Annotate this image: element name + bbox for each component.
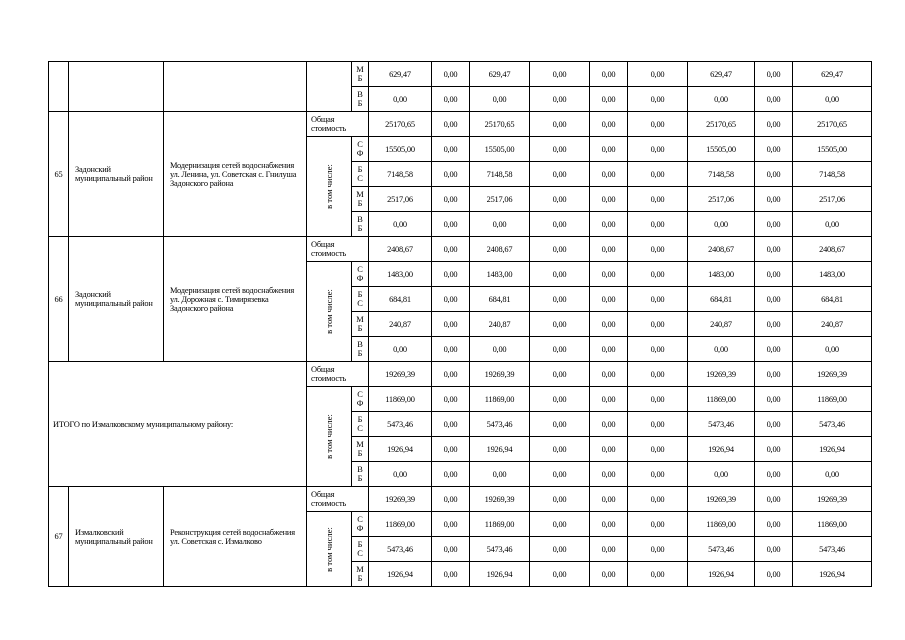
value-cell: 684,81 <box>470 287 530 312</box>
value-cell: 0,00 <box>590 287 628 312</box>
value-cell: 0,00 <box>590 62 628 87</box>
value-cell: 2408,67 <box>369 237 432 262</box>
district-total-row <box>49 362 872 387</box>
value-cell: 1483,00 <box>793 262 872 287</box>
value-cell: 7148,58 <box>793 162 872 187</box>
value-cell: 0,00 <box>432 187 470 212</box>
value-cell: 0,00 <box>590 237 628 262</box>
value-cell: 0,00 <box>755 387 793 412</box>
value-cell: 0,00 <box>755 312 793 337</box>
value-cell: 0,00 <box>432 537 470 562</box>
value-cell: 0,00 <box>432 137 470 162</box>
funding-source-code: М Б <box>352 562 369 587</box>
value-cell: 0,00 <box>432 362 470 387</box>
value-cell: 0,00 <box>530 562 590 587</box>
value-cell: 11869,00 <box>369 387 432 412</box>
value-cell: 0,00 <box>530 112 590 137</box>
funding-source-code: Б С <box>352 537 369 562</box>
value-cell: 25170,65 <box>688 112 755 137</box>
value-cell: 0,00 <box>755 362 793 387</box>
value-cell: 0,00 <box>590 412 628 437</box>
funding-source-code: В Б <box>352 87 369 112</box>
value-cell: 19269,39 <box>470 487 530 512</box>
funding-source-code: В Б <box>352 337 369 362</box>
value-cell: 0,00 <box>530 187 590 212</box>
funding-source-code: С Ф <box>352 387 369 412</box>
value-cell: 0,00 <box>432 87 470 112</box>
value-cell: 0,00 <box>628 137 688 162</box>
funding-source-code: М Б <box>352 437 369 462</box>
value-cell: 1483,00 <box>369 262 432 287</box>
value-cell: 684,81 <box>369 287 432 312</box>
object-name: Реконструкция сетей водоснабжения ул. Советская с. Измалково <box>164 487 307 587</box>
funding-source-code: В Б <box>352 212 369 237</box>
value-cell: 5473,46 <box>369 537 432 562</box>
row-number: 67 <box>49 487 69 587</box>
value-cell: 240,87 <box>793 312 872 337</box>
value-cell: 0,00 <box>432 162 470 187</box>
value-cell: 0,00 <box>793 87 872 112</box>
value-cell: 0,00 <box>628 112 688 137</box>
value-cell: 25170,65 <box>793 112 872 137</box>
value-cell: 0,00 <box>432 462 470 487</box>
row-number: 66 <box>49 237 69 362</box>
total-cost-label: Общая стоимость <box>307 237 369 262</box>
value-cell: 0,00 <box>628 562 688 587</box>
value-cell: 0,00 <box>590 137 628 162</box>
value-cell: 2517,06 <box>369 187 432 212</box>
value-cell: 7148,58 <box>369 162 432 187</box>
value-cell: 0,00 <box>793 462 872 487</box>
value-cell: 0,00 <box>369 337 432 362</box>
value-cell: 2408,67 <box>470 237 530 262</box>
value-cell: 0,00 <box>590 87 628 112</box>
including-label: в том числе: <box>323 526 334 572</box>
value-cell: 0,00 <box>530 387 590 412</box>
value-cell: 0,00 <box>590 437 628 462</box>
value-cell: 19269,39 <box>688 362 755 387</box>
value-cell: 0,00 <box>628 62 688 87</box>
funding-source-code: М Б <box>352 62 369 87</box>
district-name: Задонский муниципальный район <box>69 112 164 237</box>
value-cell: 0,00 <box>628 287 688 312</box>
value-cell: 2408,67 <box>793 237 872 262</box>
value-cell: 1926,94 <box>369 562 432 587</box>
funding-source-code: С Ф <box>352 137 369 162</box>
table-row <box>49 62 872 87</box>
value-cell: 1926,94 <box>470 562 530 587</box>
value-cell: 0,00 <box>628 162 688 187</box>
value-cell: 0,00 <box>590 487 628 512</box>
value-cell: 0,00 <box>530 87 590 112</box>
value-cell: 0,00 <box>628 412 688 437</box>
value-cell: 0,00 <box>628 212 688 237</box>
value-cell: 0,00 <box>755 487 793 512</box>
value-cell: 15505,00 <box>688 137 755 162</box>
funding-source-code: М Б <box>352 312 369 337</box>
object-cell <box>164 62 307 112</box>
value-cell: 0,00 <box>590 362 628 387</box>
value-cell: 2517,06 <box>793 187 872 212</box>
value-cell: 0,00 <box>432 412 470 437</box>
funding-source-code: В Б <box>352 462 369 487</box>
including-label: в том числе: <box>323 414 334 459</box>
value-cell: 0,00 <box>530 262 590 287</box>
funding-source-code: С Ф <box>352 262 369 287</box>
value-cell: 11869,00 <box>369 512 432 537</box>
value-cell: 0,00 <box>432 237 470 262</box>
value-cell: 0,00 <box>628 262 688 287</box>
value-cell: 0,00 <box>755 562 793 587</box>
value-cell: 0,00 <box>628 487 688 512</box>
value-cell: 0,00 <box>628 237 688 262</box>
value-cell: 0,00 <box>688 337 755 362</box>
value-cell: 0,00 <box>432 562 470 587</box>
value-cell: 5473,46 <box>470 537 530 562</box>
value-cell: 0,00 <box>628 337 688 362</box>
value-cell: 0,00 <box>755 462 793 487</box>
value-cell: 0,00 <box>530 462 590 487</box>
value-cell: 0,00 <box>628 312 688 337</box>
value-cell: 0,00 <box>369 462 432 487</box>
district-name: Измалковский муниципальный район <box>69 487 164 587</box>
value-cell: 7148,58 <box>688 162 755 187</box>
value-cell: 0,00 <box>628 537 688 562</box>
value-cell: 0,00 <box>432 62 470 87</box>
value-cell: 0,00 <box>369 212 432 237</box>
value-cell: 19269,39 <box>470 362 530 387</box>
value-cell: 0,00 <box>432 212 470 237</box>
value-cell: 629,47 <box>470 62 530 87</box>
funding-source-code: Б С <box>352 287 369 312</box>
district-name: Задонский муниципальный район <box>69 237 164 362</box>
value-cell: 0,00 <box>590 562 628 587</box>
value-cell: 7148,58 <box>470 162 530 187</box>
value-cell: 0,00 <box>755 137 793 162</box>
value-cell: 0,00 <box>530 212 590 237</box>
value-cell: 0,00 <box>530 487 590 512</box>
value-cell: 0,00 <box>530 412 590 437</box>
value-cell: 0,00 <box>755 112 793 137</box>
value-cell: 19269,39 <box>369 487 432 512</box>
value-cell: 240,87 <box>688 312 755 337</box>
value-cell: 0,00 <box>432 387 470 412</box>
value-cell: 0,00 <box>470 462 530 487</box>
value-cell: 0,00 <box>755 537 793 562</box>
project-total-row <box>49 237 872 262</box>
value-cell: 19269,39 <box>688 487 755 512</box>
value-cell: 0,00 <box>590 512 628 537</box>
value-cell: 0,00 <box>530 237 590 262</box>
value-cell: 19269,39 <box>369 362 432 387</box>
value-cell: 0,00 <box>755 212 793 237</box>
value-cell: 1926,94 <box>369 437 432 462</box>
value-cell: 11869,00 <box>793 387 872 412</box>
value-cell: 15505,00 <box>369 137 432 162</box>
value-cell: 0,00 <box>628 387 688 412</box>
value-cell: 0,00 <box>755 287 793 312</box>
value-cell: 0,00 <box>688 462 755 487</box>
including-label-cell <box>307 62 352 112</box>
funding-source-code: Б С <box>352 162 369 187</box>
value-cell: 5473,46 <box>793 537 872 562</box>
value-cell: 2517,06 <box>688 187 755 212</box>
value-cell: 15505,00 <box>470 137 530 162</box>
object-name: Модернизация сетей водоснабжения ул. Дорожная с. Тимирязевка Задонского района <box>164 237 307 362</box>
value-cell: 0,00 <box>793 212 872 237</box>
funding-source-code: С Ф <box>352 512 369 537</box>
value-cell: 1926,94 <box>793 437 872 462</box>
value-cell: 25170,65 <box>470 112 530 137</box>
value-cell: 0,00 <box>590 312 628 337</box>
value-cell: 0,00 <box>432 437 470 462</box>
value-cell: 0,00 <box>432 262 470 287</box>
value-cell: 0,00 <box>432 487 470 512</box>
row-number: 65 <box>49 112 69 237</box>
total-cost-label: Общая стоимость <box>307 487 369 512</box>
value-cell: 0,00 <box>530 137 590 162</box>
value-cell: 2408,67 <box>688 237 755 262</box>
value-cell: 5473,46 <box>369 412 432 437</box>
value-cell: 0,00 <box>628 362 688 387</box>
value-cell: 0,00 <box>470 337 530 362</box>
value-cell: 0,00 <box>755 412 793 437</box>
value-cell: 0,00 <box>628 512 688 537</box>
project-total-row <box>49 487 872 512</box>
value-cell: 0,00 <box>590 387 628 412</box>
value-cell: 19269,39 <box>793 487 872 512</box>
value-cell: 0,00 <box>755 262 793 287</box>
including-label-cell <box>307 387 352 487</box>
value-cell: 0,00 <box>628 87 688 112</box>
value-cell: 0,00 <box>530 312 590 337</box>
value-cell: 0,00 <box>432 112 470 137</box>
value-cell: 0,00 <box>755 512 793 537</box>
value-cell: 0,00 <box>470 87 530 112</box>
value-cell: 0,00 <box>530 337 590 362</box>
value-cell: 11869,00 <box>793 512 872 537</box>
district-cell <box>69 62 164 112</box>
including-label-cell <box>307 262 352 362</box>
value-cell: 629,47 <box>688 62 755 87</box>
value-cell: 0,00 <box>590 337 628 362</box>
cost-table <box>48 61 872 587</box>
value-cell: 1926,94 <box>470 437 530 462</box>
value-cell: 240,87 <box>470 312 530 337</box>
value-cell: 5473,46 <box>470 412 530 437</box>
value-cell: 0,00 <box>755 237 793 262</box>
including-label-cell <box>307 137 352 237</box>
funding-source-code: М Б <box>352 187 369 212</box>
including-label: в том числе: <box>323 164 334 209</box>
value-cell: 0,00 <box>470 212 530 237</box>
value-cell: 19269,39 <box>793 362 872 387</box>
value-cell: 0,00 <box>628 437 688 462</box>
value-cell: 11869,00 <box>688 512 755 537</box>
value-cell: 0,00 <box>755 437 793 462</box>
project-total-row <box>49 112 872 137</box>
value-cell: 1483,00 <box>688 262 755 287</box>
value-cell: 629,47 <box>369 62 432 87</box>
value-cell: 0,00 <box>755 337 793 362</box>
value-cell: 0,00 <box>755 87 793 112</box>
value-cell: 2517,06 <box>470 187 530 212</box>
value-cell: 0,00 <box>530 62 590 87</box>
value-cell: 0,00 <box>530 512 590 537</box>
value-cell: 0,00 <box>688 212 755 237</box>
value-cell: 0,00 <box>755 187 793 212</box>
value-cell: 0,00 <box>369 87 432 112</box>
value-cell: 1926,94 <box>793 562 872 587</box>
value-cell: 0,00 <box>590 262 628 287</box>
value-cell: 0,00 <box>590 537 628 562</box>
value-cell: 5473,46 <box>688 412 755 437</box>
value-cell: 0,00 <box>590 462 628 487</box>
value-cell: 11869,00 <box>470 387 530 412</box>
district-total-label: ИТОГО по Измалковскому муниципальному району: <box>49 362 307 487</box>
value-cell: 0,00 <box>432 287 470 312</box>
value-cell: 0,00 <box>755 62 793 87</box>
value-cell: 0,00 <box>530 437 590 462</box>
value-cell: 1483,00 <box>470 262 530 287</box>
value-cell: 0,00 <box>590 162 628 187</box>
value-cell: 0,00 <box>432 312 470 337</box>
value-cell: 0,00 <box>628 187 688 212</box>
value-cell: 684,81 <box>688 287 755 312</box>
value-cell: 0,00 <box>530 362 590 387</box>
row-number-cell <box>49 62 69 112</box>
value-cell: 0,00 <box>432 512 470 537</box>
value-cell: 15505,00 <box>793 137 872 162</box>
value-cell: 1926,94 <box>688 562 755 587</box>
value-cell: 684,81 <box>793 287 872 312</box>
including-label-cell <box>307 512 352 587</box>
value-cell: 25170,65 <box>369 112 432 137</box>
total-cost-label: Общая стоимость <box>307 362 369 387</box>
value-cell: 11869,00 <box>470 512 530 537</box>
value-cell: 0,00 <box>755 162 793 187</box>
object-name: Модернизация сетей водоснабжения ул. Ленина, ул. Советская с. Гнилуша Задонского района <box>164 112 307 237</box>
value-cell: 0,00 <box>432 337 470 362</box>
value-cell: 11869,00 <box>688 387 755 412</box>
value-cell: 0,00 <box>793 337 872 362</box>
value-cell: 0,00 <box>688 87 755 112</box>
total-cost-label: Общая стоимость <box>307 112 369 137</box>
value-cell: 1926,94 <box>688 437 755 462</box>
value-cell: 629,47 <box>793 62 872 87</box>
value-cell: 0,00 <box>590 187 628 212</box>
value-cell: 5473,46 <box>688 537 755 562</box>
value-cell: 0,00 <box>530 162 590 187</box>
value-cell: 240,87 <box>369 312 432 337</box>
funding-source-code: Б С <box>352 412 369 437</box>
value-cell: 0,00 <box>628 462 688 487</box>
including-label: в том числе: <box>323 289 334 334</box>
value-cell: 0,00 <box>530 537 590 562</box>
value-cell: 0,00 <box>530 287 590 312</box>
value-cell: 0,00 <box>590 112 628 137</box>
value-cell: 5473,46 <box>793 412 872 437</box>
value-cell: 0,00 <box>590 212 628 237</box>
